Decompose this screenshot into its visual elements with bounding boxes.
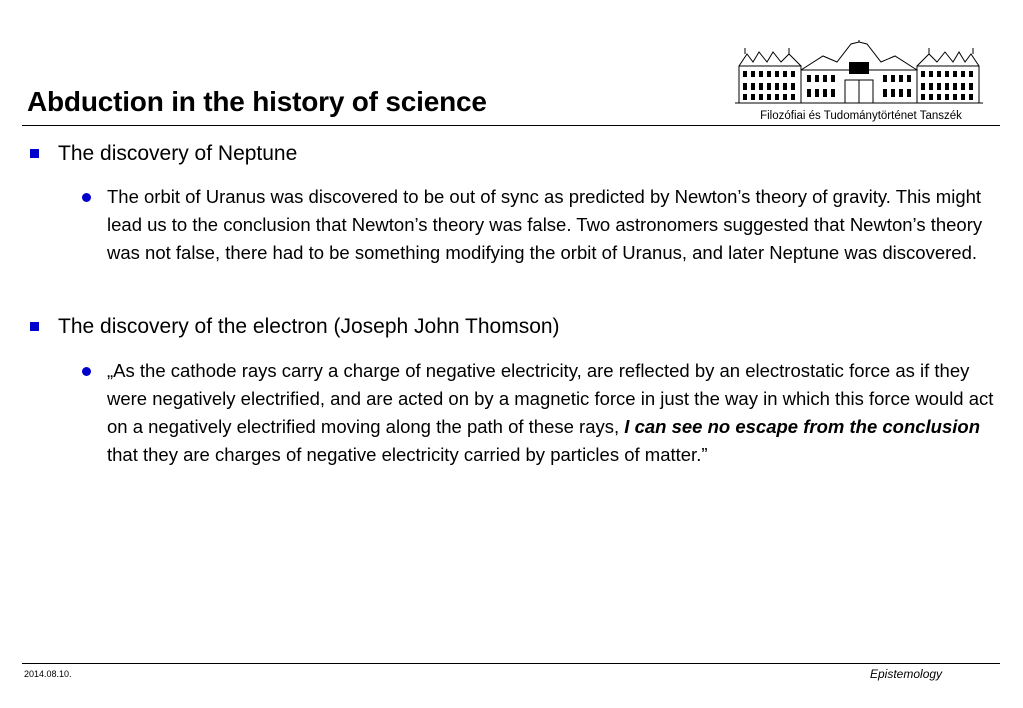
bullet-heading: The discovery of the electron (Joseph John Thomson)	[58, 315, 560, 338]
footer-divider	[22, 663, 1000, 664]
sub-bullet-quote	[107, 357, 1000, 469]
quote-text-before: „As the cathode rays carry a charge of negative electricity, are reflected by an electrostatic force as if they were negatively electrified, and are acted on by a magnetic force in just the way in which this force would act on a negatively electrified moving along the path of these rays,	[107, 360, 994, 437]
round-bullet-icon	[82, 193, 91, 202]
slide-title: Abduction in the history of science	[27, 86, 487, 117]
header-divider	[22, 125, 1000, 126]
bullet-heading: The discovery of Neptune	[58, 142, 298, 165]
university-building-logo	[733, 40, 985, 106]
sub-bullet-text: The orbit of Uranus was discovered to be out of sync as predicted by Newton’s theory of gravity. This might lead us to the conclusion that Newton’s theory was false. Two astronomers suggested that Newton’s theory was not false, there had to be something modifying the orbit of Uranus, and later Neptune was discovered.	[107, 186, 983, 263]
department-name: Filozófiai és Tudománytörténet Tanszék	[760, 110, 962, 122]
footer-label: Epistemology	[870, 667, 943, 681]
footer-date: 2014.08.10.	[24, 669, 72, 679]
square-bullet-icon	[30, 322, 39, 331]
round-bullet-icon	[82, 367, 91, 376]
quote-text-after: that they are charges of negative electricity carried by particles of matter.”	[107, 444, 708, 465]
quote-emphasis: I can see no escape from the conclusion	[624, 416, 981, 437]
square-bullet-icon	[30, 149, 39, 158]
